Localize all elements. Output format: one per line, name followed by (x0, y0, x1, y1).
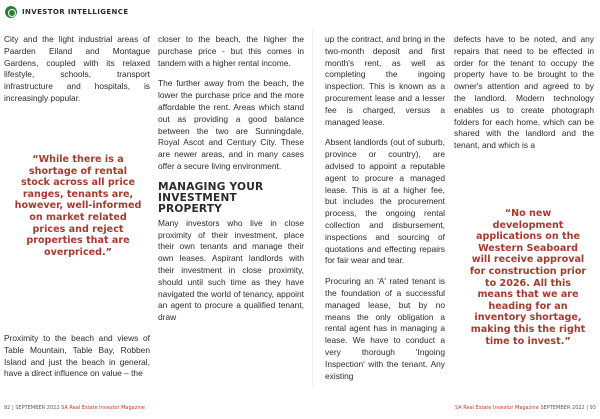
logo-icon (5, 6, 17, 18)
paragraph: Procuring an 'A' rated tenant is the foundation of a successful managed lease, but by no means the only obligation a rental agent has in managing a lease. We have to conduct a very thorough 'Ingoing Inspection' with the tenant. Any existing (325, 276, 445, 381)
paragraph: Proximity to the beach and views of Table Mountain, Table Bay, Robben Island and just the beach in general, have a direct influence on value – the (4, 333, 150, 379)
paragraph: closer to the beach, the higher the purchase price - but this comes in tandem with a higher rental income. (158, 34, 304, 68)
pull-quote-1: “While there is a shortage of rental stock across all price ranges, tenants are, however, well-informed on market related prices and reject properties that are overpriced.” (14, 154, 142, 258)
page-number: 92 (4, 405, 11, 411)
column-3 (325, 34, 445, 391)
paragraph: Many investors who live in close proximity of their investment, place their own tenants and manage their own leases. Aspirant landlords with their investment in close proximity, should until such time as they have navigated the world of tenancy, appoint an agent to procure a qualified tenant, draw (158, 217, 304, 323)
paragraph: Absent landlords (out of suburb, province or country), are advised to appoint a reputable agent to procure a managed lease. This is at a higher fee, but includes the procurement process, the ongoing rental collection and disbursement, inspections and sourcing of quotations and effecting repairs for fair wear and tear. (325, 137, 445, 266)
section-header (5, 5, 129, 19)
column-1-bottom (4, 333, 150, 389)
page-gutter (312, 28, 313, 388)
column-4 (454, 34, 594, 161)
column-1-top (4, 34, 150, 114)
subheading: MANAGING YOUR INVESTMENT PROPERTY (158, 180, 264, 215)
section-title: INVESTOR INTELLIGENCE (22, 8, 129, 16)
column-2 (158, 34, 304, 333)
issue-date: SEPTEMBER 2022 (540, 405, 585, 411)
footer-right: SA Real Estate Investor Magazine SEPTEMBER 2022 | 93 (455, 405, 596, 411)
paragraph: City and the light industrial areas of Paarden Eiland and Montague Gardens, coupled with its relaxed lifestyle, schools, transport infrastructure and hospitals, is increasingly popular. (4, 34, 150, 103)
pull-quote-2: “No new development applications on the Western Seaboard will receive approval for construction prior to 2026. All this means that we are heading for an inventory shortage, making this the right time to invest.” (469, 208, 587, 347)
footer-left: 92 | SEPTEMBER 2022 SA Real Estate Investor Magazine (4, 405, 145, 411)
magazine-name: SA Real Estate Investor Magazine (61, 405, 145, 411)
issue-date: SEPTEMBER 2022 (15, 405, 60, 411)
magazine-name: SA Real Estate Investor Magazine (455, 405, 539, 411)
paragraph: defects have to be noted, and any repairs that need to be effected in order for the tenant to occupy the property have to be brought to the owner's attention and agreed to by the landlord. Modern technology enables us to create photograph folders for each home, which can be shared with the landlord and the tenant, and which is a (454, 34, 594, 151)
page-number: 93 (589, 405, 596, 411)
paragraph: The further away from the beach, the lower the purchase price and the more affordable the rent. Areas which stand out as providing a good balance between the two are Sunningdale, Royal Ascot and Century City. These are newer areas, and in many cases offer a secure living environment. (158, 78, 304, 171)
paragraph: up the contract, and bring in the two-month deposit and first month's rent, as well as completing the ingoing inspection. This is known as a procurement lease and a lesser fee is charged, versus a managed lease. (325, 34, 445, 127)
